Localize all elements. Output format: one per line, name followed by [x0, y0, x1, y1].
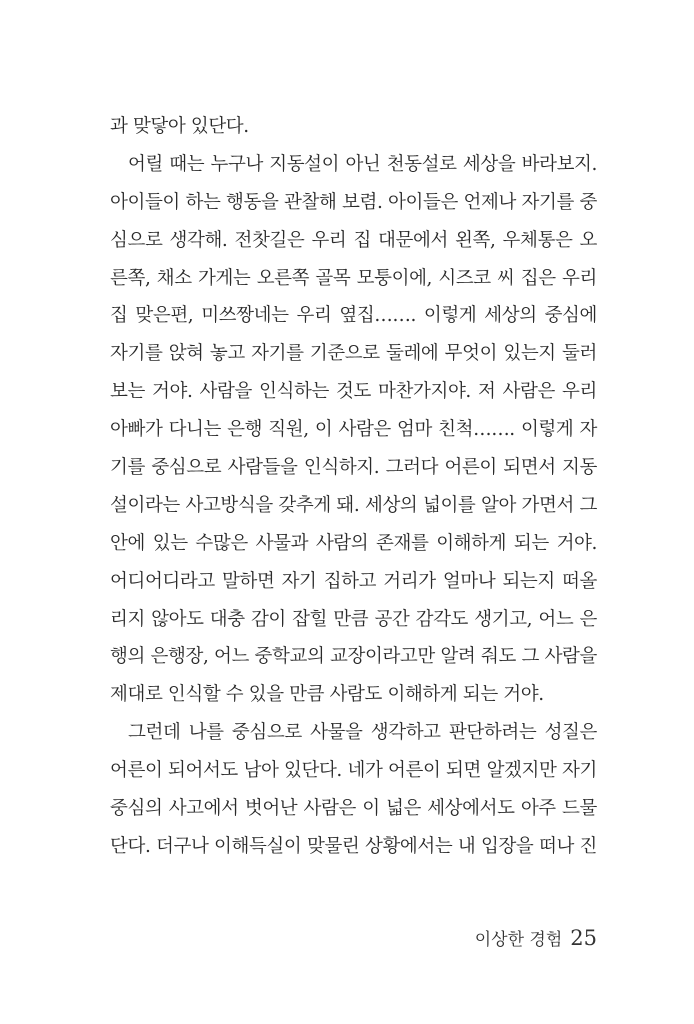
text-line: 과 맞닿아 있단다. — [110, 116, 249, 137]
text-line: 어릴 때는 누구나 지동설이 아닌 천동설로 세상을 바라보지. — [128, 153, 597, 175]
page-number: 25 — [570, 926, 597, 950]
text-line: 제대로 인식할 수 있을 만큼 사람도 이해하게 되는 거야. — [110, 684, 544, 706]
body-text — [110, 113, 597, 871]
text-line: 행의 은행장, 어느 중학교의 교장이라고만 알려 줘도 그 사람을 — [110, 646, 597, 668]
text-line: 어른이 되어서도 남아 있단다. 네가 어른이 되면 알겠지만 자기 — [110, 760, 597, 782]
text-line: 른쪽, 채소 가게는 오른쪽 골목 모퉁이에, 시즈코 씨 집은 우리 — [110, 267, 597, 289]
running-title: 이상한 경험 — [474, 930, 563, 950]
text-line: 심으로 생각해. 전찻길은 우리 집 대문에서 왼쪽, 우체통은 오 — [110, 229, 597, 251]
text-line: 그런데 나를 중심으로 사물을 생각하고 판단하려는 성질은 — [128, 722, 597, 744]
text-line: 기를 중심으로 사람들을 인식하지. 그러다 어른이 되면서 지동 — [110, 457, 597, 479]
text-line: 안에 있는 수많은 사물과 사람의 존재를 이해하게 되는 거야. — [110, 532, 597, 554]
page-footer — [475, 925, 597, 950]
text-line: 단다. 더구나 이해득실이 맞물린 상황에서는 내 입장을 떠나 진 — [110, 835, 597, 857]
text-line: 아이들이 하는 행동을 관찰해 보렴. 아이들은 언제나 자기를 중 — [110, 191, 597, 213]
text-line: 중심의 사고에서 벗어난 사람은 이 넓은 세상에서도 아주 드물 — [110, 798, 597, 820]
text-line: 설이라는 사고방식을 갖추게 돼. 세상의 넓이를 알아 가면서 그 — [110, 494, 597, 516]
text-line: 아빠가 다니는 은행 직원, 이 사람은 엄마 친척……. 이렇게 자 — [110, 419, 597, 441]
text-line: 집 맞은편, 미쓰짱네는 우리 옆집……. 이렇게 세상의 중심에 — [110, 305, 597, 327]
text-line: 어디어디라고 말하면 자기 집하고 거리가 얼마나 되는지 떠올 — [110, 570, 597, 592]
text-line: 자기를 앉혀 놓고 자기를 기준으로 둘레에 무엇이 있는지 둘러 — [110, 343, 597, 365]
text-line: 보는 거야. 사람을 인식하는 것도 마찬가지야. 저 사람은 우리 — [110, 381, 597, 403]
text-line: 리지 않아도 대충 감이 잡힐 만큼 공간 감각도 생기고, 어느 은 — [110, 608, 597, 630]
